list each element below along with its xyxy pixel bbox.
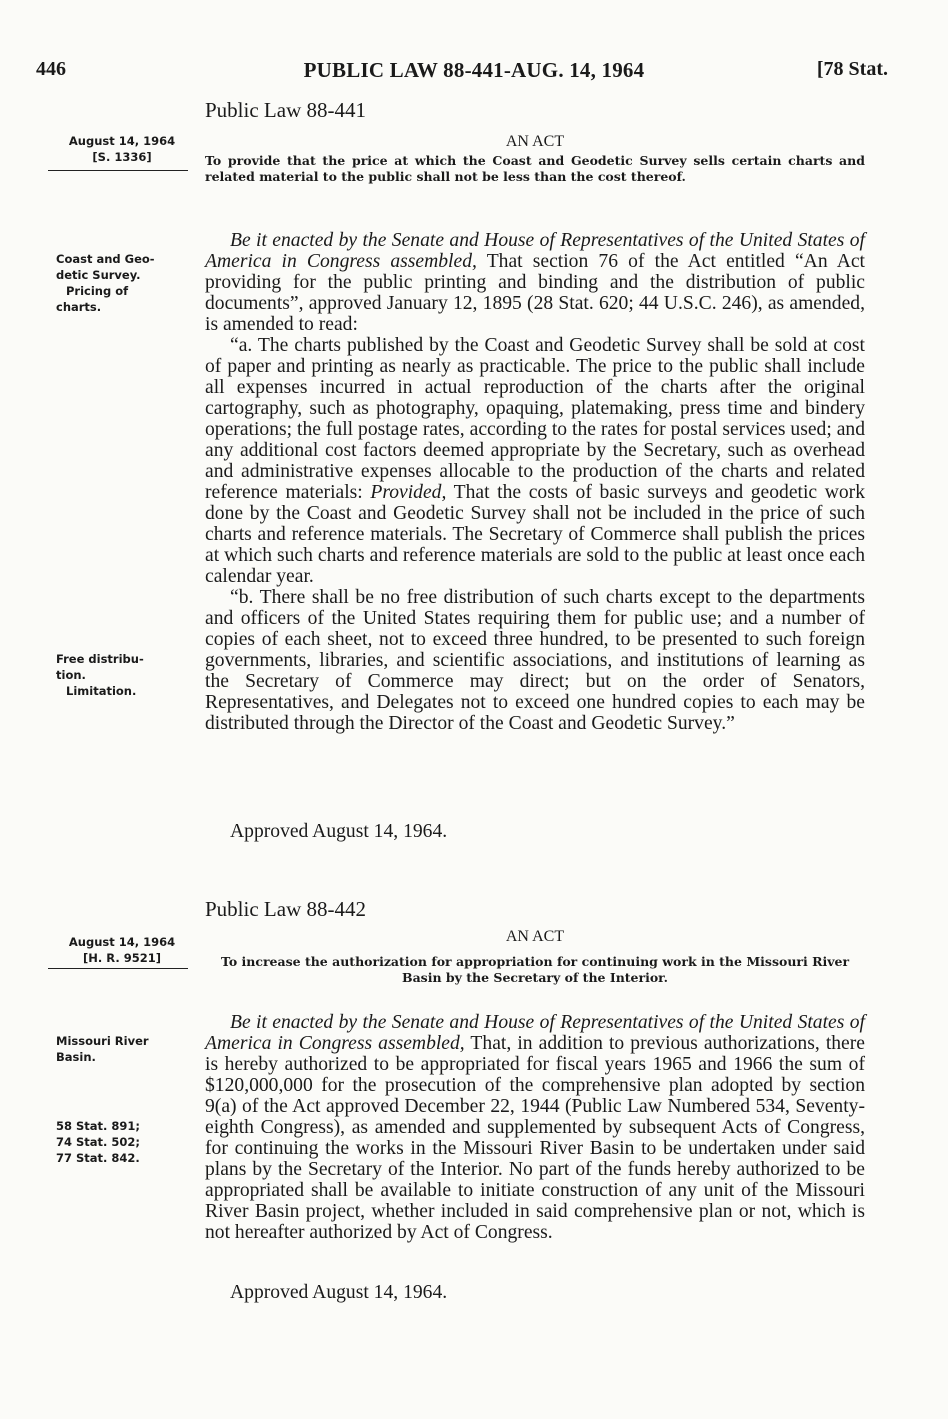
law2-margin-rule: [48, 968, 188, 969]
law2-title: Public Law 88-442: [205, 897, 366, 921]
note-line: Coast and Geo-: [56, 252, 155, 266]
law1-para-a-part1: “a. The charts published by the Coast and Geodetic Survey shall be sold at cost of paper and printing as nearly as practicable. The price to the public shall include all expenses incurred in actual reproduction of the charts after the original cartography, such as photography, opaquing, platemaking, press time and bindery operations; the full postage rates, according to the rates for postal services used; and any additional cost factors deemed appropriate by the Secretary, such as overhead and administrative expenses allocable to the production of the charts and related reference materials:: [205, 335, 865, 503]
margin-note-free-distribution: [56, 651, 184, 699]
note-line: 77 Stat. 842.: [56, 1151, 140, 1165]
note-line: 58 Stat. 891;: [56, 1119, 141, 1133]
law2-bill-number: [H. R. 9521]: [83, 951, 161, 965]
law2-enacting-paragraph: [205, 1012, 865, 1243]
margin-note-missouri-basin: [56, 1033, 184, 1065]
law1-body: [205, 230, 865, 734]
law1-title: Public Law 88-441: [205, 98, 366, 122]
law1-date: August 14, 1964: [68, 134, 176, 148]
law1-para-a-part2: That the costs of basic surveys and geodetic work done by the Coast and Geodetic Survey shall not be included in the price of such charts and reference materials. The Secretary of Commerce shall publish the prices at which such charts and reference materials are sold to the public at least once each calendar year.: [205, 482, 865, 587]
law2-margin-date: [58, 934, 186, 966]
margin-note-coast-survey: [56, 251, 184, 315]
law1-section-text: That section 76 of the Act entitled “An Act providing for the public printing and binding and the distribution of public documents”, approved January 12, 1895 (28 Stat. 620; 44 U.S.C. 246), as amended, is amended to read:: [205, 251, 865, 335]
law1-enacting-paragraph: [205, 230, 865, 335]
law1-margin-rule: [48, 170, 188, 171]
law2-date: August 14, 1964: [68, 935, 176, 949]
note-line: Free distribu-: [56, 652, 144, 666]
law2-enacting-clause: Be it enacted by the Senate and House of Representatives of the United States of America in Congress assembled,: [205, 1012, 865, 1054]
law2-body-text: That, in addition to previous authorizations, there is hereby authorized to be appropriated for fiscal years 1965 and 1966 the sum of $120,000,000 for the prosecution of the comprehensive plan adopted by section 9(a) of the Act approved December 22, 1944 (Public Law Numbered 534, Seventy-eighth Congress), as amended and supplemented by subsequent Acts of Congress, for continuing the works in the Missouri River Basin to be undertaken under said plans by the Secretary of the Interior. No part of the funds hereby authorized to be appropriated shall be available to initiate construction of any unit of the Missouri River Basin project, whether included in said comprehensive plan or not, which is not hereafter authorized by Act of Congress.: [205, 1033, 865, 1243]
page-number: 446: [36, 58, 66, 80]
note-line: charts.: [56, 300, 102, 314]
law2-approved: Approved August 14, 1964.: [230, 1282, 448, 1303]
law1-provided: Provided,: [370, 482, 447, 503]
note-line: tion.: [56, 668, 86, 682]
law1-act-label: AN ACT: [505, 133, 565, 150]
law2-purpose: To increase the authorization for appropriation for continuing work in the Missouri River Basin by the Secretary of the Interior.: [220, 954, 850, 985]
law1-paragraph-a: [205, 335, 865, 587]
law1-purpose: To provide that the price at which the Coast and Geodetic Survey sells certain charts and related material to the public shall not be less than the cost thereof.: [205, 153, 865, 184]
law2-body: [205, 1012, 865, 1243]
note-line: Pricing of: [66, 284, 129, 298]
running-title: PUBLIC LAW 88-441-AUG. 14, 1964: [303, 58, 645, 82]
note-line: detic Survey.: [56, 268, 141, 282]
law2-act-label: AN ACT: [505, 928, 565, 945]
law1-approved: Approved August 14, 1964.: [230, 821, 448, 842]
note-line: 74 Stat. 502;: [56, 1135, 141, 1149]
note-line: Basin.: [56, 1050, 96, 1064]
note-line: Missouri River: [56, 1034, 149, 1048]
note-line: Limitation.: [66, 684, 137, 698]
law1-paragraph-b: “b. There shall be no free distribution of such charts except to the departments and officers of the United States requiring them for public use; and a number of copies of each sheet, not to exceed three hundred, to be presented to such foreign governments, libraries, and scientific associations, and institutions of learning as the Secretary of Commerce may direct; but on the order of Senators, Representatives, and Delegates not to exceed one hundred copies to each may be distributed through the Director of the Coast and Geodetic Survey.”: [205, 587, 865, 734]
law1-margin-date: [58, 133, 186, 165]
margin-note-stat-citations: [56, 1118, 184, 1166]
law1-bill-number: [S. 1336]: [92, 150, 152, 164]
statute-reference: [78 Stat.: [816, 58, 888, 80]
law1-enacting-clause: Be it enacted by the Senate and House of Representatives of the United States of America in Congress assembled,: [205, 230, 865, 272]
